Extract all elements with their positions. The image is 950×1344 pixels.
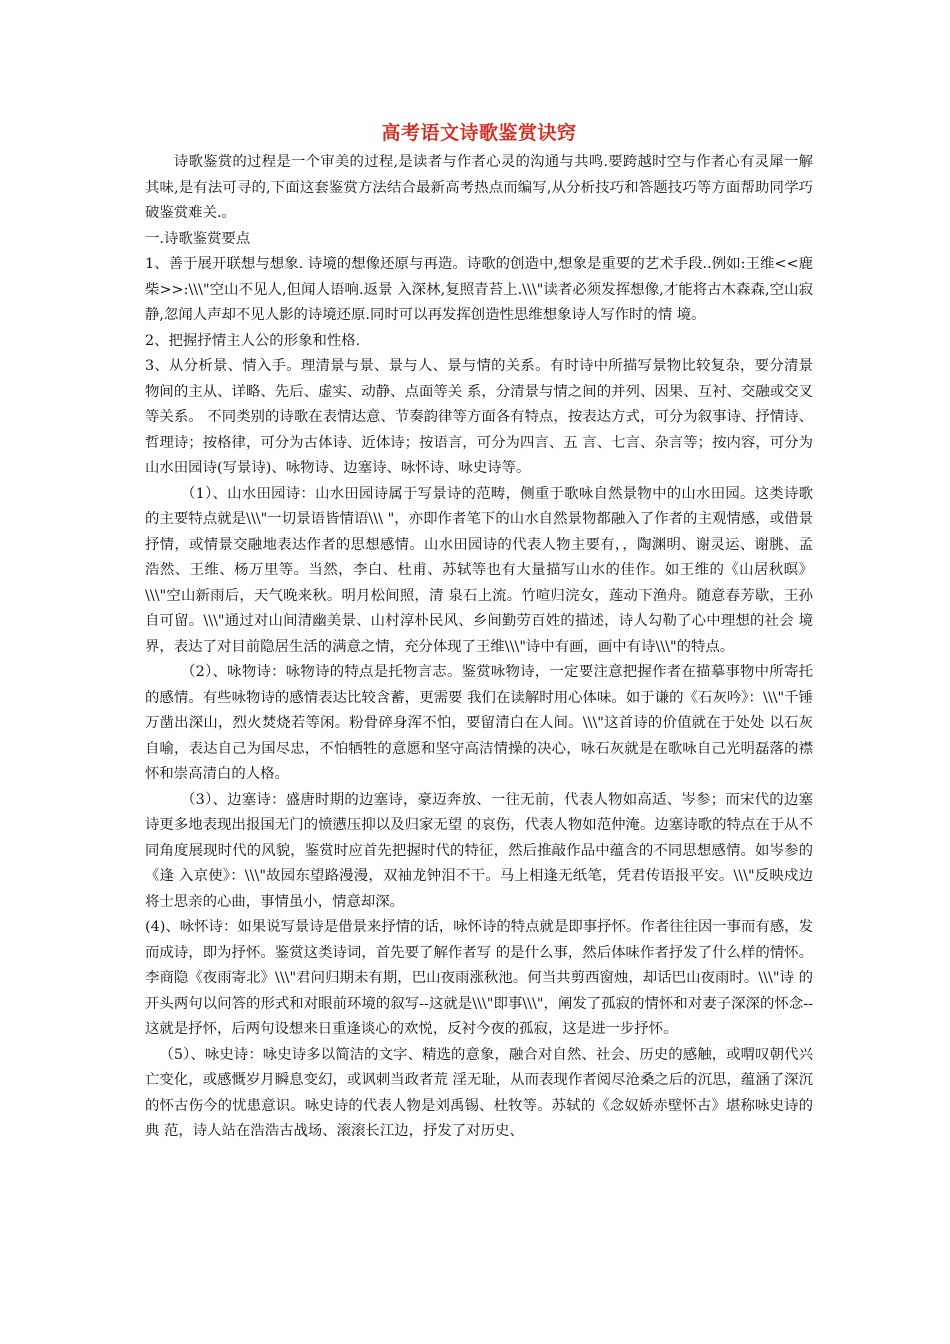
point-1-paragraph: 1、善于展开联想与想象. 诗境的想像还原与再造。诗歌的创造中,想象是重要的艺术手段..例如:王维<<鹿柴>>:\\\"空山不见人,但闻人语响.返景 入深林,复照青苔上.\\\"读者必须发挥想像,才能将古木森森,空山寂静,忽闻人声却不见人影的诗境还原.同时可以再发挥创造性思维想象诗人写作时的情 境。 bbox=[145, 256, 813, 323]
point-2-paragraph: 2、把握抒情主人公的形象和性格. bbox=[145, 332, 361, 349]
sub-1-landscape-poetry: （1）、山水田园诗：山水田园诗属于写景诗的范畴，侧重于歌咏自然景物中的山水田园。这类诗歌的主要特点就是\\\"一切景语皆情语\\\ "，亦即作者笔下的山水自然景物都融入了作者的主观情感，或借景抒情，或情景交融地表达作者的思想感情。山水田园诗的代表人物主要有，，陶渊明、谢灵运、谢朓、孟浩然、王维、杨万里等。当然，李白、杜甫、苏轼等也有大量描写山水的佳作。如王维的《山居秋暝》\\\"空山新雨后，天气晚来秋。明月松间照，清 泉石上流。竹喧归浣女，莲动下渔舟。随意春芳歇，王孙自可留。\\\"通过对山间清幽美景、山村淳朴民风、乡间勤劳百姓的描述，诗人勾勒了心中理想的社会 境界，表达了对目前隐居生活的满意之情，充分体现了王维\\\"诗中有画，画中有诗\\\"的特点。 bbox=[145, 485, 813, 655]
document-page bbox=[145, 118, 813, 1145]
sub-2-object-poetry: （2）、咏物诗：咏物诗的特点是托物言志。鉴赏咏物诗，一定要注意把握作者在描摹事物中所寄托的感情。有些咏物诗的感情表达比较含蓄，更需要 我们在读解时用心体味。如于谦的《石灰吟》：\\\"千锤万凿出深山，烈火焚烧若等闲。粉骨碎身浑不怕，要留清白在人间。\\\"这首诗的价值就在于处处 以石灰自喻，表达自己为国尽忠，不怕牺牲的意愿和坚守高洁情操的决心，咏石灰就是在歌咏自己光明磊落的襟怀和崇高清白的人格。 bbox=[145, 664, 813, 782]
sub-3-frontier-poetry: （3）、边塞诗：盛唐时期的边塞诗，豪迈奔放、一往无前，代表人物如高适、岑参；而宋代的边塞诗更多地表现出报国无门的愤懑压抑以及归家无望 的哀伤，代表人物如范仲淹。边塞诗歌的特点在于从不同角度展现时代的风貌，鉴赏时应首先把握时代的特征，然后推敲作品中蕴含的不同思想感情。如岑参的《逢 入京使》：\\\"故园东望路漫漫，双袖龙钟泪不干。马上相逢无纸笔，凭君传语报平安。\\\"反映戍边将士思亲的心曲，事情虽小，情意却深。 bbox=[145, 791, 813, 910]
section-heading: 一.诗歌鉴赏要点 bbox=[145, 230, 251, 247]
sub-5-history-poetry: （5）、咏史诗：咏史诗多以简洁的文字、精选的意象，融合对自然、社会、历史的感触，或喟叹朝代兴亡变化，或感慨岁月瞬息变幻，或讽刺当政者荒 淫无耻，从而表现作者阅尽沧桑之后的沉思，蕴涵了深沉的怀古伤今的忧患意识。咏史诗的代表人物是刘禹锡、杜牧等。苏轼的《念奴娇赤壁怀古》堪称咏史诗的典 范，诗人站在浩浩古战场、滚滚长江边，抒发了对历史、 bbox=[145, 1046, 813, 1139]
document-title: 高考语文诗歌鉴赏诀窍 bbox=[381, 122, 577, 144]
point-3-paragraph: 3、从分析景、情入手。理清景与景、景与人、景与情的关系。有时诗中所描写景物比较复杂，要分清景物间的主从、详略、先后、虚实、动静、点面等关 系，分清景与情之间的并列、因果、互衬、交融或交叉等关系。 不同类别的诗歌在表情达意、节奏韵律等方面各有特点，按表达方式，可分为叙事诗、抒情诗、哲理诗；按格律，可分为古体诗、近体诗；按语言，可分为四言、五 言、七言、杂言等；按内容，可分为山水田园诗(写景诗)、咏物诗、边塞诗、咏怀诗、咏史诗等。 bbox=[145, 358, 813, 476]
intro-paragraph: 诗歌鉴赏的过程是一个审美的过程,是读者与作者心灵的沟通与共鸣.要跨越时空与作者心有灵犀一解其味,是有法可寻的,下面这套鉴赏方法结合最新高考热点而编写,从分析技巧和答题技巧等方面帮助同学巧破鉴赏难关.。 bbox=[145, 154, 813, 221]
sub-4-reflective-poetry: (4)、咏怀诗：如果说写景诗是借景来抒情的话，咏怀诗的特点就是即事抒怀。作者往往因一事而有感，发而成诗，即为抒怀。鉴赏这类诗词，首先要了解作者写 的是什么事，然后体味作者抒发了什么样的情怀。李商隐《夜雨寄北》\\\"君问归期未有期，巴山夜雨涨秋池。何当共剪西窗烛，却话巴山夜雨时。\\\"诗 的开头两句以问答的形式和对眼前环境的叙写--这就是\\\"即事\\\"，阐发了孤寂的情怀和对妻子深深的怀念--这就是抒怀，后两句设想来日重逢谈心的欢悦，反衬今夜的孤寂，这是进一步抒怀。 bbox=[145, 919, 813, 1037]
